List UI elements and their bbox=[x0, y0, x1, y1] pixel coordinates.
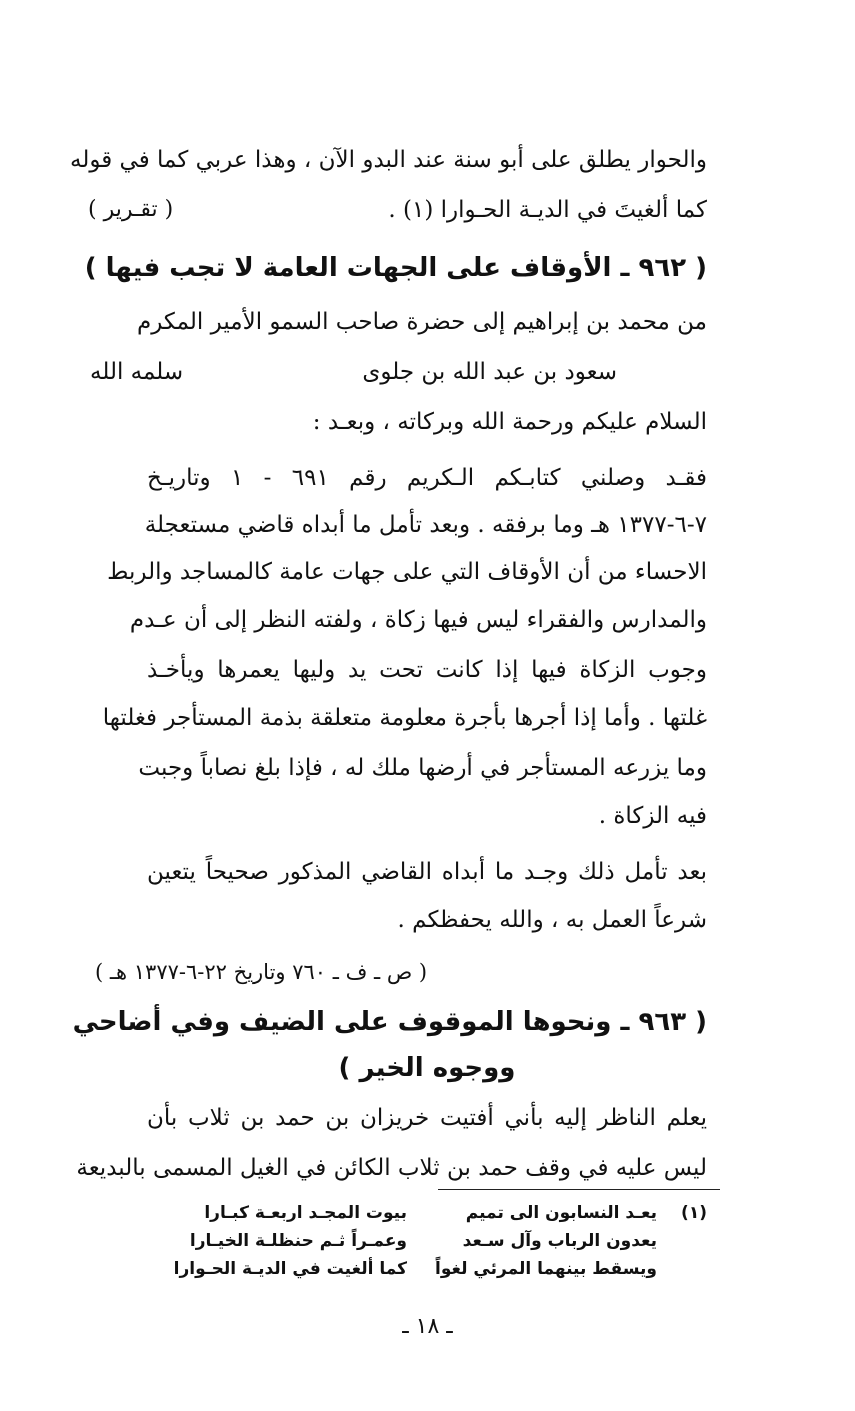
body-line: فيه الزكاة . bbox=[598, 803, 707, 829]
verse-first-hemistich: يعـد النسابون الى تميم bbox=[465, 1203, 657, 1223]
body-line: فقـد وصلني كتابـكم الـكريم رقم ٦٩١ - ١ وتاريـخ bbox=[147, 465, 707, 491]
letter-address-line-1: من محمد بن إبراهيم إلى حضرة صاحب السمو الأمير المكرم bbox=[136, 309, 707, 335]
body-line: وجوب الزكاة فيها إذا كانت تحت يد وليها يعمرها ويأخـذ bbox=[147, 657, 707, 683]
section-963-heading-line-1: ( ٩٦٣ ـ ونحوها الموقوف على الضيف وفي أضاحي bbox=[72, 1007, 707, 1037]
page-number: ـ ١٨ ـ bbox=[402, 1314, 453, 1339]
footnote-verse bbox=[127, 1256, 707, 1282]
body-line: والمدارس والفقراء ليس فيها زكاة ، ولفته النظر إلى أن عـدم bbox=[129, 607, 707, 633]
body-line: الاحساء من أن الأوقاف التي على جهات عامة كالمساجد والربط bbox=[107, 559, 707, 585]
body-line: غلتها . وأما إذا أجرها بأجرة معلومة متعلقة بذمة المستأجر فغلتها bbox=[102, 705, 707, 731]
body-line: وما يزرعه المستأجر في أرضها ملك له ، فإذا بلغ نصاباً وجبت bbox=[138, 755, 707, 781]
body-line: يعلم الناظر إليه بأني أفتيت خريزان بن حمد بن ثلاب بأن bbox=[147, 1105, 707, 1131]
intro-line-2: كما ألغيتَ في الديـة الحـوارا (١) . bbox=[388, 197, 707, 223]
body-line: ليس عليه في وقف حمد بن ثلاب الكائن في الغيل المسمى بالبديعة bbox=[76, 1155, 707, 1181]
intro-line-1: والحوار يطلق على أبو سنة عند البدو الآن ، وهذا عربي كما في قوله bbox=[70, 147, 707, 173]
conclusion-line: بعد تأمل ذلك وجـد ما أبداه القاضي المذكور صحيحاً يتعين bbox=[147, 859, 707, 885]
verse-first-hemistich: ويسقط بينهما المرئي لغواً bbox=[435, 1259, 657, 1279]
verse-second-hemistich: وعمـراً ثـم حنظلـة الخيـارا bbox=[189, 1231, 407, 1251]
footnote-rule bbox=[438, 1189, 720, 1190]
footnote-number: (١) bbox=[681, 1203, 707, 1223]
section-962-heading: ( ٩٦٢ ـ الأوقاف على الجهات العامة لا تجب فيها ) bbox=[84, 253, 707, 283]
verse-second-hemistich: بيوت المجـد اربعـة كبـارا bbox=[204, 1203, 407, 1223]
verse-second-hemistich: كما ألغيت في الديـة الحـوارا bbox=[173, 1259, 407, 1279]
letter-address-name: سعود بن عبد الله بن جلوى bbox=[362, 359, 617, 385]
report-tag: ( تقـرير ) bbox=[88, 197, 174, 222]
letter-address-greeting: سلمه الله bbox=[90, 359, 184, 385]
source-reference: ( ص ـ ف ـ ٧٦٠ وتاريخ ٢٢-٦-١٣٧٧ هـ ) bbox=[95, 960, 428, 984]
conclusion-line: شرعاً العمل به ، والله يحفظكم . bbox=[397, 907, 707, 933]
footnote-verse bbox=[127, 1200, 707, 1226]
footnote-verse bbox=[127, 1228, 707, 1254]
verse-first-hemistich: يعدون الرباب وآل سـعد bbox=[462, 1231, 657, 1251]
section-963-heading-line-2: ووجوه الخير ) bbox=[338, 1053, 516, 1083]
body-line: ٧-٦-١٣٧٧ هـ وما برفقه . وبعد تأمل ما أبداه قاضي مستعجلة bbox=[144, 512, 707, 538]
salutation: السلام عليكم ورحمة الله وبركاته ، وبعـد : bbox=[312, 409, 707, 435]
